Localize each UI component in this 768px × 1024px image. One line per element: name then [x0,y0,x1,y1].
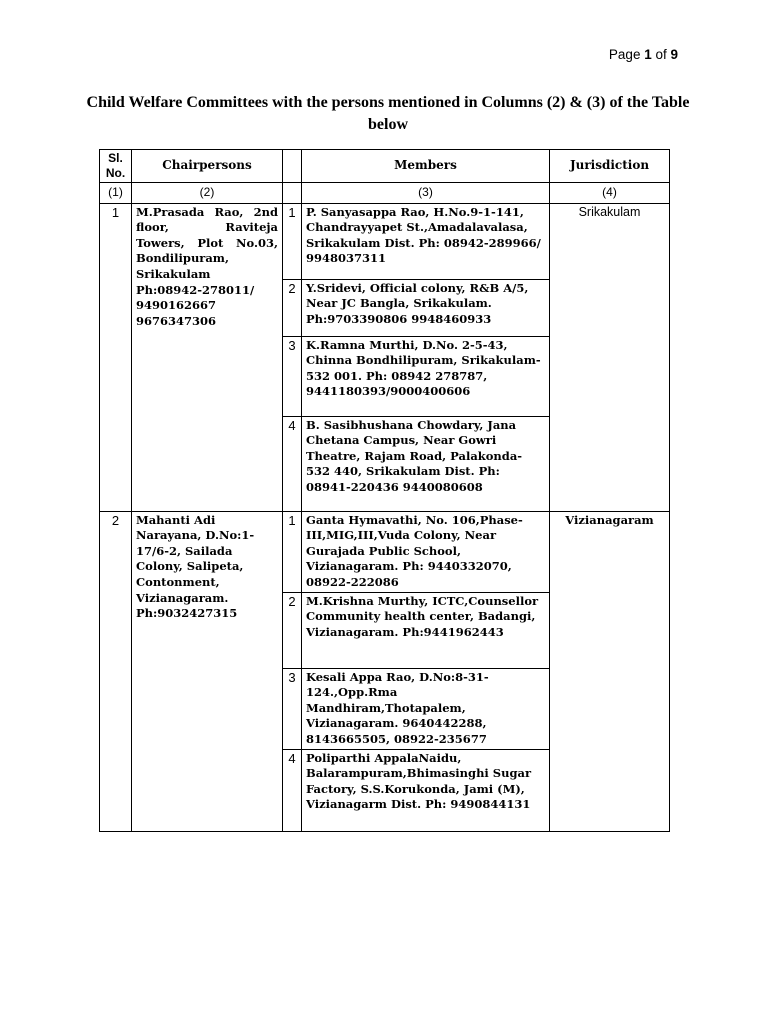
member-cell: B. Sasibhushana Chowdary, Jana Chetana Campus, Near Gowri Theatre, Rajam Road, Palakonda-532 440, Srikakulam Dist. Ph: 08941-220436 9440080608 [302,416,550,511]
member-index: 1 [283,511,302,592]
member-cell: Kesali Appa Rao, D.No:8-31-124.,Opp.Rma Mandhiram,Thotapalem, Vizianagaram. 9640442288, 8143665505, 08922-235677 [302,668,550,749]
row-sl-no: 1 [100,203,132,511]
header-sl-no: Sl. No. [100,150,132,183]
member-cell: Ganta Hymavathi, No. 106,Phase-III,MIG,III,Vuda Colony, Near Gurajada Public School, Vizianagaram. Ph: 9440332070, 08922-222086 [302,511,550,592]
header-row [100,150,670,183]
member-index: 4 [283,416,302,511]
col-number-blank [283,183,302,204]
row-sl-no: 2 [100,511,132,831]
column-number-row [100,183,670,204]
chairperson-cell: M.Prasada Rao, 2nd floor, Raviteja Towers, Plot No.03, Bondilipuram, Srikakulam Ph:08942-278011/ 9490162667 9676347306 [132,203,283,511]
col-number-3: (3) [302,183,550,204]
member-cell: M.Krishna Murthy, ICTC,Counsellor Community health center, Badangi, Vizianagaram. Ph:9441962443 [302,592,550,668]
member-index: 2 [283,279,302,336]
table-row [100,203,670,279]
member-index: 3 [283,668,302,749]
col-number-2: (2) [132,183,283,204]
member-index: 2 [283,592,302,668]
chairperson-cell: Mahanti Adi Narayana, D.No:1-17/6-2, Sailada Colony, Salipeta, Contonment, Vizianagaram. Ph:9032427315 [132,511,283,831]
jurisdiction-cell: Vizianagaram [550,511,670,831]
member-index: 3 [283,336,302,416]
jurisdiction-cell: Srikakulam [550,203,670,511]
member-cell: P. Sanyasappa Rao, H.No.9-1-141, Chandrayyapet St.,Amadalavalasa, Srikakulam Dist. Ph: 08942-289966/ 9948037311 [302,203,550,279]
member-cell: K.Ramna Murthi, D.No. 2-5-43, Chinna Bondhilipuram, Srikakulam-532 001. Ph: 08942 278787, 9441180393/9000400606 [302,336,550,416]
member-index: 4 [283,749,302,831]
committee-table [99,149,670,832]
table-row [100,511,670,592]
page-number: Page 1 of 9 [608,47,678,62]
header-jurisdiction: Jurisdiction [550,150,670,183]
header-blank [283,150,302,183]
member-cell: Y.Sridevi, Official colony, R&B A/5, Near JC Bangla, Srikakulam. Ph:9703390806 9948460933 [302,279,550,336]
header-members: Members [302,150,550,183]
member-cell: Poliparthi AppalaNaidu, Balarampuram,Bhimasinghi Sugar Factory, S.S.Korukonda, Jami (M), Vizianagarm Dist. Ph: 9490844131 [302,749,550,831]
header-chairpersons: Chairpersons [132,150,283,183]
col-number-4: (4) [550,183,670,204]
member-index: 1 [283,203,302,279]
document-title: Child Welfare Committees with the persons mentioned in Columns (2) & (3) of the Table below [86,94,690,133]
col-number-1: (1) [100,183,132,204]
